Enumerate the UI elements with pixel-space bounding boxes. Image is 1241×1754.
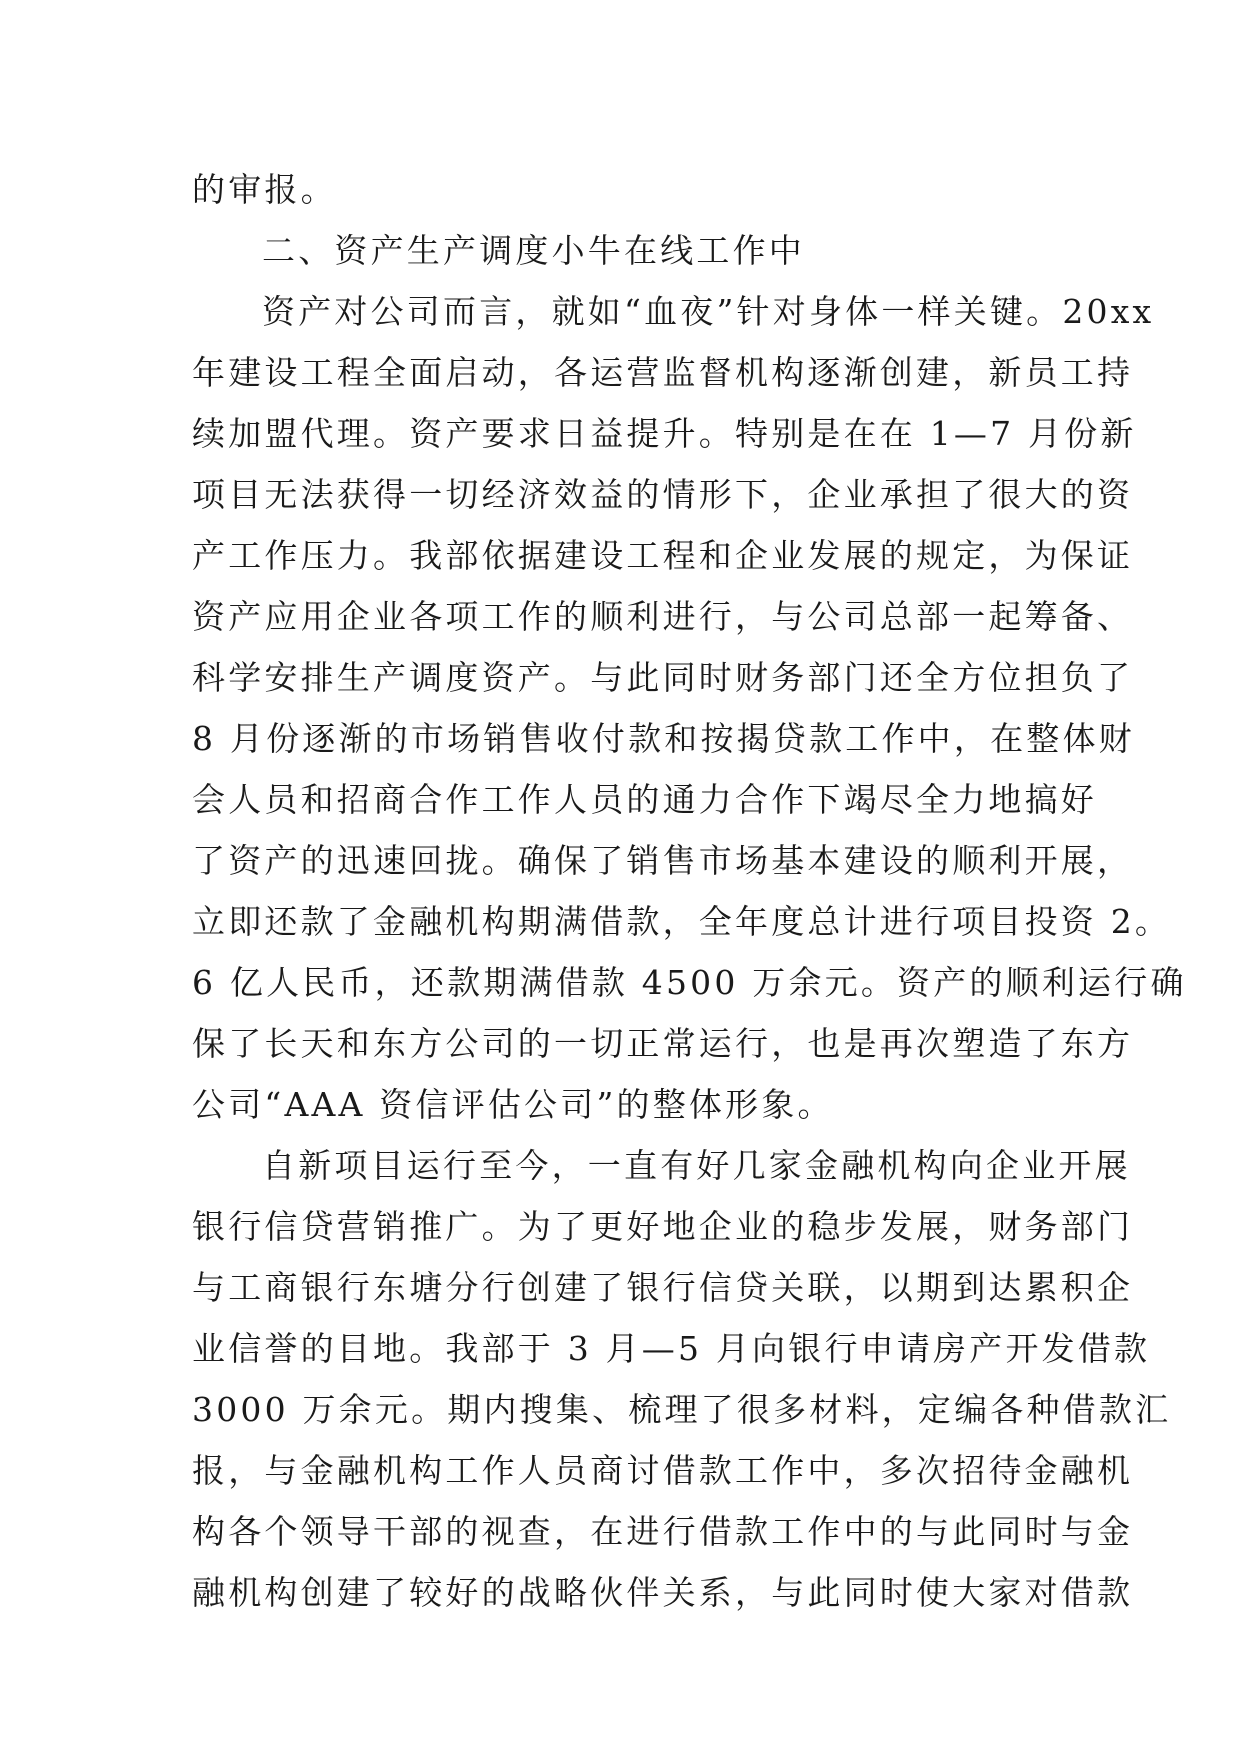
body-text (192, 159, 1187, 1623)
text-line: 资产对公司而言，就如“血夜”针对身体一样关键。20xx (262, 292, 1155, 331)
text-line: 产工作压力。我部依据建设工程和企业发展的规定，为保证 (192, 536, 1134, 575)
text-line: 构各个领导干部的视查，在进行借款工作中的与此同时与金 (192, 1512, 1134, 1551)
text-line: 保了长天和东方公司的一切正常运行，也是再次塑造了东方 (192, 1024, 1134, 1063)
text-line: 立即还款了金融机构期满借款，全年度总计进行项目投资 2。 (192, 902, 1172, 941)
text-line: 会人员和招商合作工作人员的通力合作下竭尽全力地搞好 (192, 780, 1097, 819)
text-line: 科学安排生产调度资产。与此同时财务部门还全方位担负了 (192, 658, 1134, 697)
text-line: 项目无法获得一切经济效益的情形下，企业承担了很大的资 (192, 475, 1134, 514)
text-line: 报，与金融机构工作人员商讨借款工作中，多次招待金融机 (192, 1451, 1134, 1490)
text-line: 的审报。 (192, 170, 337, 209)
text-line: 了资产的迅速回拢。确保了销售市场基本建设的顺利开展， (192, 841, 1134, 880)
text-line: 年建设工程全面启动，各运营监督机构逐渐创建，新员工持 (192, 353, 1134, 392)
section-heading: 二、资产生产调度小牛在线工作中 (262, 231, 805, 270)
text-line: 6 亿人民币，还款期满借款 4500 万余元。资产的顺利运行确 (192, 963, 1187, 1002)
text-line: 与工商银行东塘分行创建了银行信贷关联，以期到达累积企 (192, 1268, 1134, 1307)
text-line: 融机构创建了较好的战略伙伴关系，与此同时使大家对借款 (192, 1573, 1134, 1612)
text-line: 公司“AAA 资信评估公司”的整体形象。 (192, 1085, 834, 1124)
text-line: 续加盟代理。资产要求日益提升。特别是在在 1—7 月份新 (192, 414, 1137, 453)
text-line: 业信誉的目地。我部于 3 月—5 月向银行申请房产开发借款 (192, 1329, 1151, 1368)
text-line: 银行信贷营销推广。为了更好地企业的稳步发展，财务部门 (192, 1207, 1134, 1246)
text-line: 8 月份逐渐的市场销售收付款和按揭贷款工作中，在整体财 (192, 719, 1135, 758)
text-line: 自新项目运行至今，一直有好几家金融机构向企业开展 (262, 1146, 1131, 1185)
text-line: 3000 万余元。期内搜集、梳理了很多材料，定编各种借款汇 (192, 1390, 1172, 1429)
text-line: 资产应用企业各项工作的顺利进行，与公司总部一起筹备、 (192, 597, 1134, 636)
